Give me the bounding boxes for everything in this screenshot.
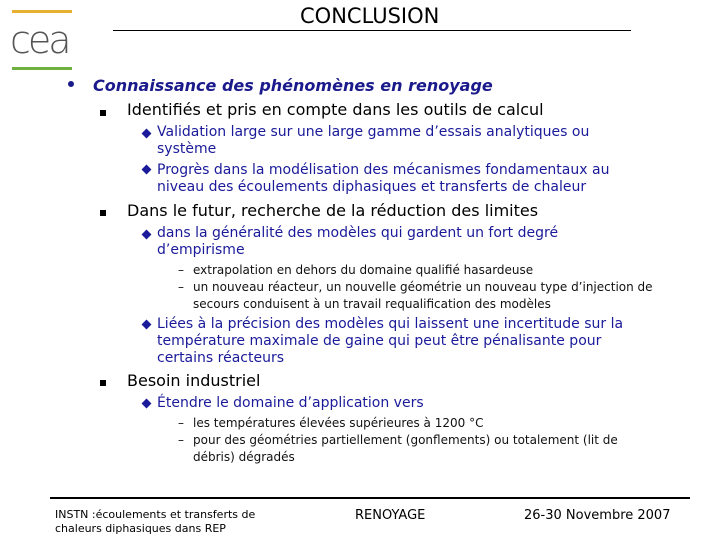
item-2-subsub-1: extrapolation en dehors du domaine qualifié hasardeuse <box>193 263 534 277</box>
item-3-sub-1: Étendre le domaine d’application vers <box>157 395 424 411</box>
item-3-subsub-1: les températures élevées supérieures à 1200 °C <box>193 416 484 430</box>
diamond-bullet-icon <box>142 129 152 139</box>
footer-rule <box>50 497 690 499</box>
cea-logo: cea <box>10 18 69 62</box>
logo-top-line <box>12 10 72 13</box>
diamond-bullet-icon <box>142 320 152 330</box>
diamond-bullet-icon <box>142 165 152 175</box>
logo-bottom-line <box>12 67 72 70</box>
footer-right: 26-30 Novembre 2007 <box>524 508 671 523</box>
square-bullet-icon <box>100 210 106 216</box>
square-bullet-icon <box>100 380 106 386</box>
item-3-subsub-2: pour des géométries partiellement (gonflements) ou totalement (lit de débris) dégradés <box>193 433 618 464</box>
item-1-label: Identifiés et pris en compte dans les outils de calcul <box>127 100 544 119</box>
item-2-sub-1: dans la généralité des modèles qui gardent un fort degré d’empirisme <box>157 225 559 258</box>
square-bullet-icon <box>100 110 106 116</box>
title-underline <box>113 30 631 31</box>
item-1-sub-2: Progrès dans la modélisation des mécanismes fondamentaux au niveau des écoulements diphasiques et transferts de chaleur <box>157 162 610 195</box>
bullet-icon <box>68 81 74 87</box>
item-2-label: Dans le futur, recherche de la réduction des limites <box>127 201 539 220</box>
diamond-bullet-icon <box>142 399 152 409</box>
main-heading: Connaissance des phénomènes en renoyage <box>93 76 493 95</box>
item-2-subsub-2: un nouveau réacteur, un nouvelle géométrie un nouveau type d’injection de secours conduisent à un travail requalification des modèles <box>193 280 653 311</box>
footer-left: INSTN :écoulements et transferts de chaleurs diphasiques dans REP <box>55 508 256 535</box>
item-1-sub-1: Validation large sur une large gamme d’essais analytiques ou système <box>157 124 590 157</box>
item-3-label: Besoin industriel <box>127 371 261 390</box>
diamond-bullet-icon <box>142 230 152 240</box>
slide: cea CONCLUSION Connaissance des phénomènes en renoyage Identifiés et pris en compte dans les outils de calcul Validation large sur une large gamme d’essais analytiques ou système Progrès dans la modélisation des mécanismes fondamentaux au niveau des écoulements diphasiques et transferts de chaleur Dans le futur, recherche de la réduction des limites dans la généralité des modèles qui gardent un fort degré d’empirisme – extrapolation en dehors du domaine qualifié hasardeuse – un nouveau réacteur, un nouvelle géométrie un nouveau type d’injection de secours conduisent à un travail requalification des modèles Liées à la précision des modèles qui laissent une incertitude sur la température maximale de gaine qui peut être pénalisante pour certains réacteurs Besoin industriel Étendre le domaine d’application vers – les températures élevées supérieures à 1200 °C – pour des géométries partiellement (gonflements) ou totalement (lit de débris) dégradés INSTN :écoulements et transferts de chaleurs diphasiques dans REP RENOYAGE 26-30 Novembre 2007 <box>0 0 720 540</box>
item-2-sub-2: Liées à la précision des modèles qui laissent une incertitude sur la température maximale de gaine qui peut être pénalisante pour certains réacteurs <box>157 316 624 366</box>
footer-center: RENOYAGE <box>355 508 426 523</box>
slide-title: CONCLUSION <box>300 4 440 28</box>
